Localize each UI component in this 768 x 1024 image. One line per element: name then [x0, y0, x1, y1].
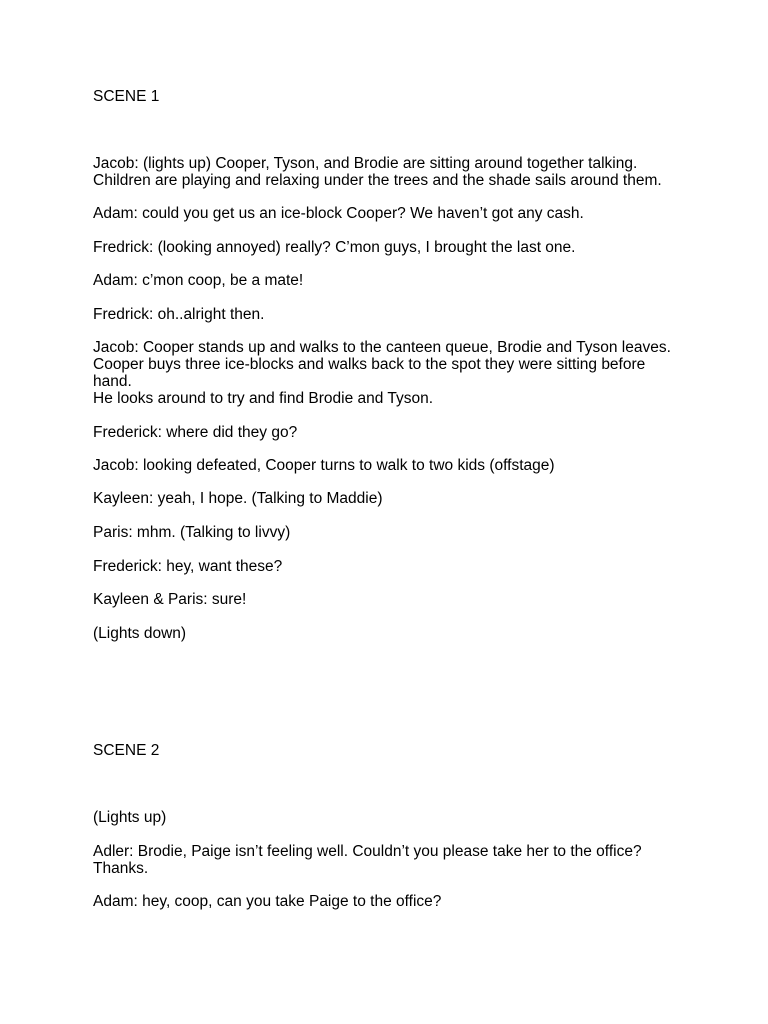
script-line: Jacob: Cooper stands up and walks to the canteen queue, Brodie and Tyson leaves. [93, 339, 671, 356]
script-line: Frederick: where did they go? [93, 424, 298, 441]
scene-2-heading: SCENE 2 [93, 742, 160, 759]
scene-1-heading: SCENE 1 [93, 88, 160, 105]
script-line: Adler: Brodie, Paige isn’t feeling well. Couldn’t you please take her to the office? [93, 843, 642, 860]
script-line: Kayleen & Paris: sure! [93, 591, 247, 608]
script-line: Fredrick: oh..alright then. [93, 306, 265, 323]
script-line: Adam: c’mon coop, be a mate! [93, 272, 304, 289]
script-line: Thanks. [93, 860, 149, 877]
script-line: (Lights up) [93, 809, 167, 826]
script-line: Children are playing and relaxing under the trees and the shade sails around them. [93, 172, 662, 189]
script-line: Jacob: (lights up) Cooper, Tyson, and Brodie are sitting around together talking. [93, 155, 638, 172]
script-line: Adam: could you get us an ice-block Cooper? We haven’t got any cash. [93, 205, 584, 222]
script-line: Kayleen: yeah, I hope. (Talking to Maddie) [93, 490, 383, 507]
script-line: hand. [93, 373, 132, 390]
script-line: Fredrick: (looking annoyed) really? C’mon guys, I brought the last one. [93, 239, 576, 256]
script-line: Cooper buys three ice-blocks and walks back to the spot they were sitting before [93, 356, 646, 373]
script-line: Frederick: hey, want these? [93, 558, 283, 575]
script-line: He looks around to try and find Brodie and Tyson. [93, 390, 434, 407]
script-line: Jacob: looking defeated, Cooper turns to walk to two kids (offstage) [93, 457, 555, 474]
script-line: (Lights down) [93, 625, 187, 642]
script-line: Adam: hey, coop, can you take Paige to the office? [93, 893, 442, 910]
script-line: Paris: mhm. (Talking to livvy) [93, 524, 291, 541]
